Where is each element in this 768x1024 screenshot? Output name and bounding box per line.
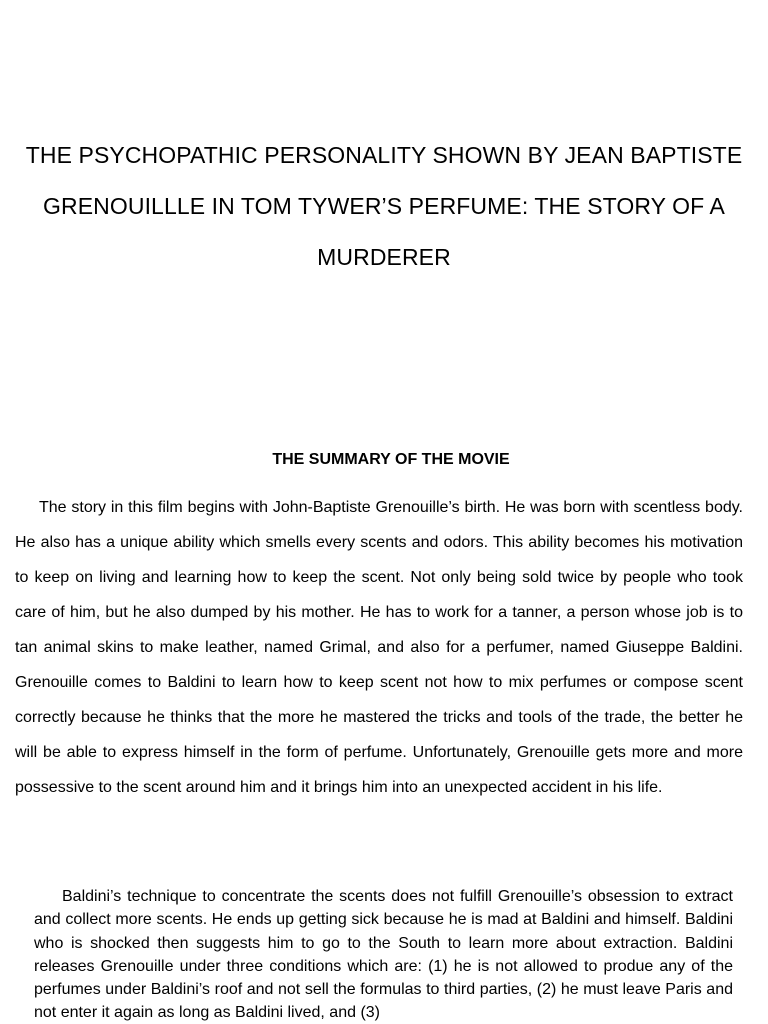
paragraph-summary-2: Baldini’s technique to concentrate the scents does not fulfill Grenouille’s obsession to extract and collect more scents. He ends up getting sick because he is mad at Baldini and himself. Baldini who is shocked then suggests him to go to the South to learn more about extraction. Baldini releases Grenouille under three conditions which are: (1) he is not allowed to produe any of the perfumes under Baldini’s roof and not sell the formulas to third parties, (2) he must leave Paris and not enter it again as long as Baldini lived, and (3): [34, 888, 733, 1022]
section-heading: THE SUMMARY OF THE MOVIE: [272, 451, 510, 468]
paragraph-summary-1: The story in this film begins with John-Baptiste Grenouille’s birth. He was born with scentless body. He also has a unique ability which smells every scents and odors. This ability becomes his motivation to keep on living and learning how to keep the scent. Not only being sold twice by people who took care of him, but he also dumped by his mother. He has to work for a tanner, a person whose job is to tan animal skins to make leather, named Grimal, and also for a perfumer, named Giuseppe Baldini. Grenouille comes to Baldini to learn how to keep scent not how to mix perfumes or compose scent correctly because he thinks that the more he mastered the tricks and tools of the trade, the better he will be able to express himself in the form of perfume. Unfortunately, Grenouille gets more and more possessive to the scent around him and it brings him into an unexpected accident in his life.: [15, 499, 743, 796]
document-title: THE PSYCHOPATHIC PERSONALITY SHOWN BY JEAN BAPTISTE GRENOUILLLE IN TOM TYWER’S PERFUME: THE STORY OF A MURDERER: [25, 142, 743, 270]
